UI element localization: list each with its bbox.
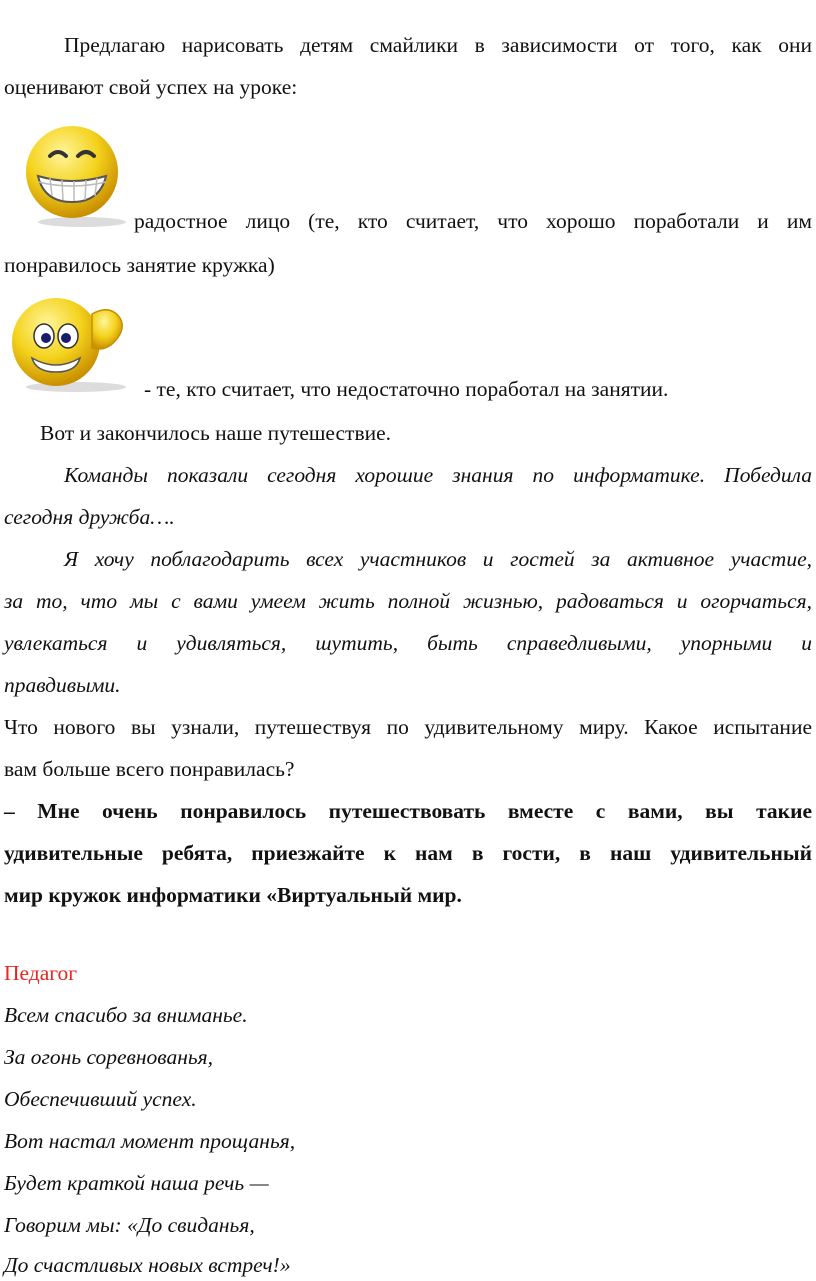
poem-speaker: Педагог <box>4 961 78 985</box>
grinning-smiley-icon <box>20 120 132 230</box>
happy-line-1: радостное лицо (те, кто считает, что хорошо поработали и им <box>134 209 812 233</box>
intro-line-2: оценивают свой успех на уроке: <box>4 75 298 99</box>
poem-line-6: Говорим мы: «До свиданья, <box>4 1213 255 1237</box>
thanks-line-4: правдивыми. <box>4 673 121 697</box>
poem-line-2: За огонь соревнованья, <box>4 1045 214 1069</box>
teams-line-2: сегодня дружба…. <box>4 505 175 529</box>
thanks-line-2: за то, что мы с вами умеем жить полной жизнью, радоваться и огорчаться, <box>4 589 812 613</box>
poem-line-1: Всем спасибо за вниманье. <box>4 1003 248 1027</box>
poem-line-7: До счастливых новых встреч!» <box>4 1253 291 1277</box>
teams-line-1: Команды показали сегодня хорошие знания по информатике. Победила <box>64 463 812 487</box>
thanks-line-1: Я хочу поблагодарить всех участников и гостей за активное участие, <box>64 547 812 571</box>
poem-line-4: Вот настал момент прощанья, <box>4 1129 296 1153</box>
question-line-2: вам больше всего понравилась? <box>4 757 295 781</box>
saluting-smiley-icon <box>6 294 136 394</box>
question-line-1: Что нового вы узнали, путешествуя по удивительному миру. Какое испытание <box>4 715 812 739</box>
intro-line-1: Предлагаю нарисовать детям смайлики в зависимости от того, как они <box>64 33 812 57</box>
happy-line-2: понравилось занятие кружка) <box>4 253 275 277</box>
poem-line-5: Будет краткой наша речь — <box>4 1171 269 1195</box>
thanks-line-3: увлекаться и удивляться, шутить, быть справедливыми, упорными и <box>4 631 812 655</box>
poem-line-3: Обеспечивший успех. <box>4 1087 197 1111</box>
answer-line-2: удивительные ребята, приезжайте к нам в гости, в наш удивительный <box>4 841 812 865</box>
salute-line-1: - те, кто считает, что недостаточно поработал на занятии. <box>144 377 669 401</box>
end-line-1: Вот и закончилось наше путешествие. <box>40 421 392 445</box>
answer-line-1: – Мне очень понравилось путешествовать вместе с вами, вы такие <box>4 799 812 823</box>
answer-line-3: мир кружок информатики «Виртуальный мир. <box>4 883 462 907</box>
